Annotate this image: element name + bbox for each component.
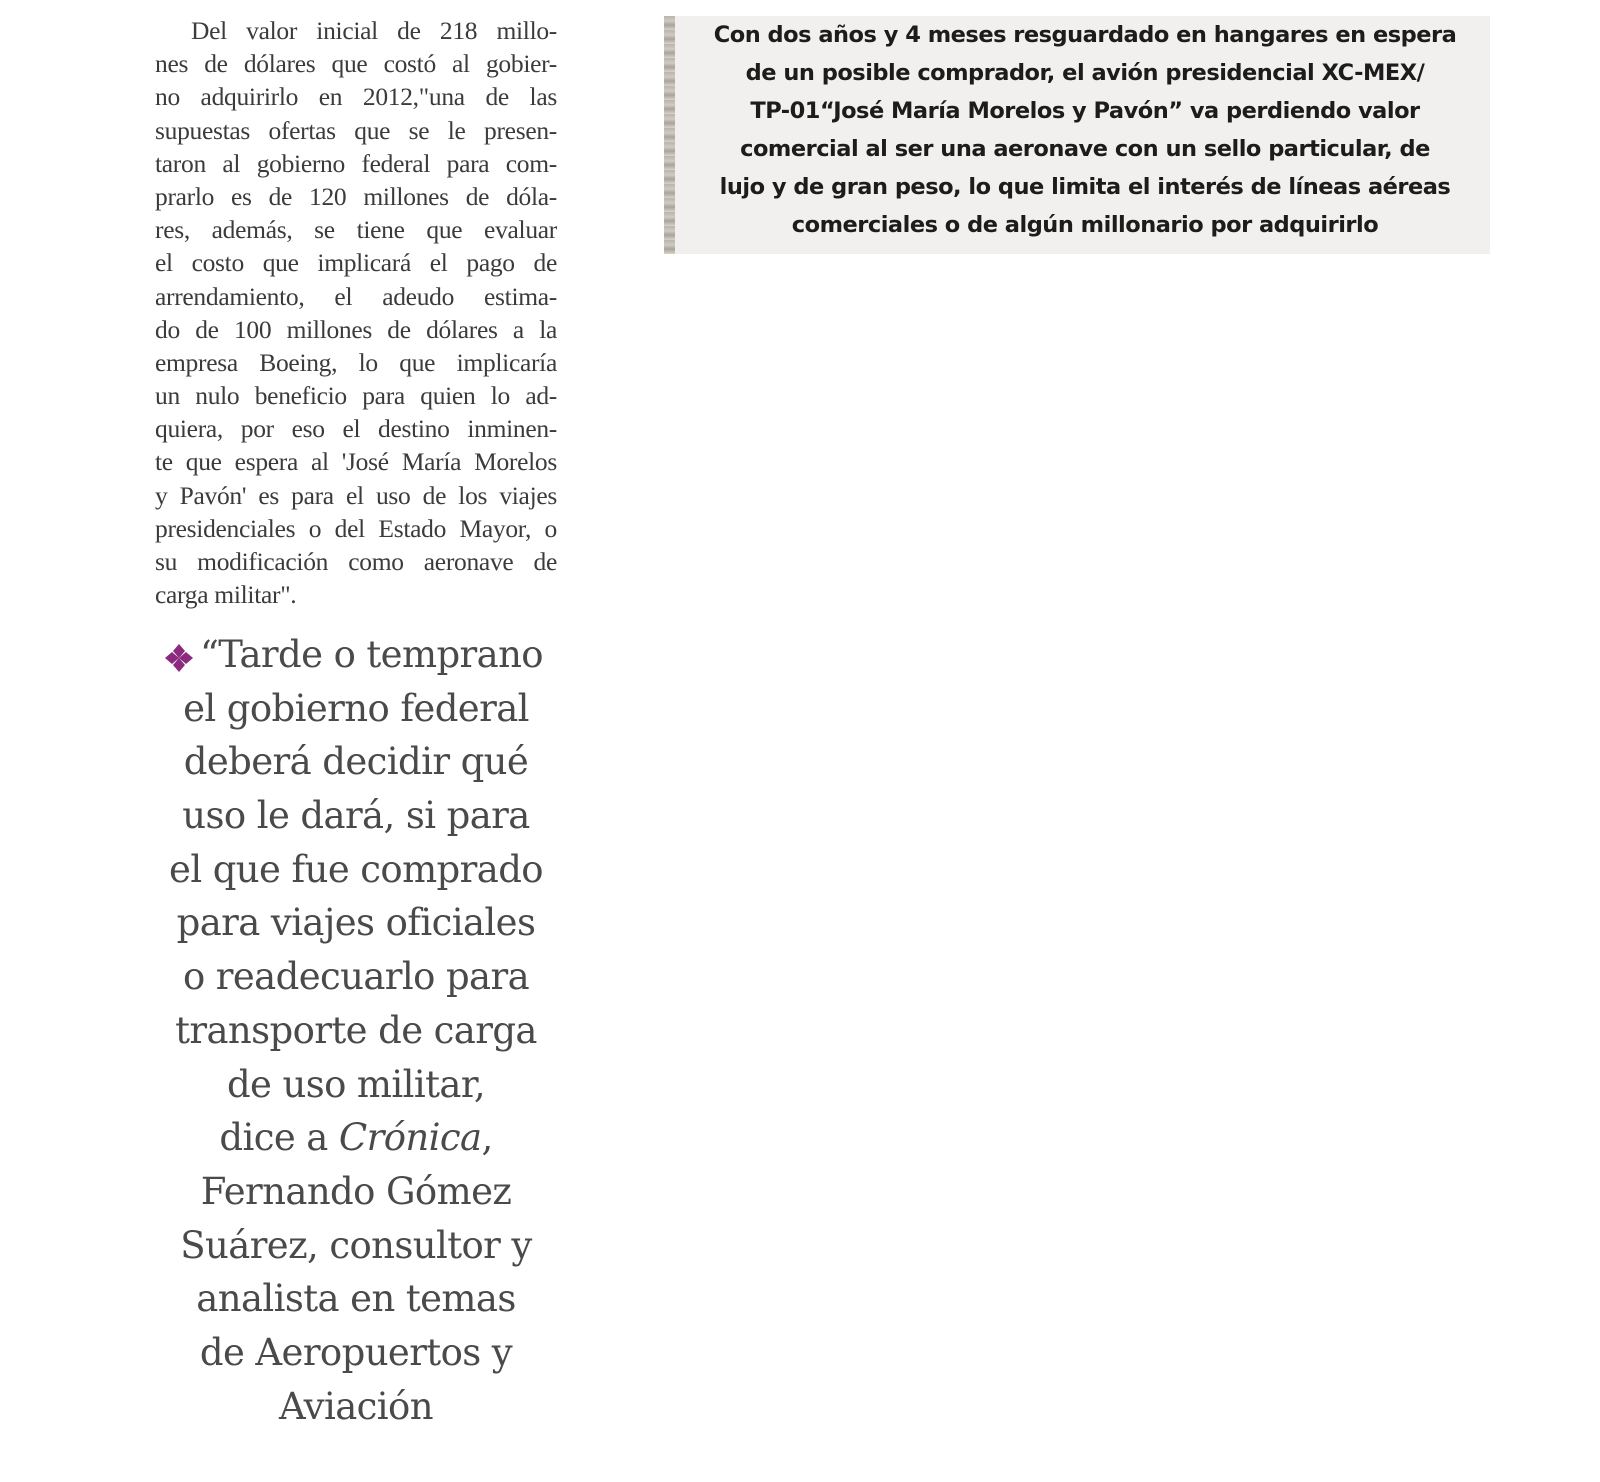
body-line: taron al gobierno federal para com- [155,148,557,178]
attribution-line: analista en temas [196,1277,516,1321]
body-line: y Pavón' es para el uso de los viajes [155,480,557,510]
attribution-suffix: , [481,1116,493,1160]
caption-line: lujo y de gran peso, lo que limita el interés de líneas aéreas [719,174,1451,200]
body-line: nes de dólares que costó al gobier- [155,49,557,79]
body-line: no adquirirlo en 2012,"una de las [155,82,557,112]
pull-quote [155,628,557,1433]
attribution-line: de Aeropuertos y [199,1330,513,1374]
quote-line: el gobierno federal [183,686,529,730]
quote-line: el que fue comprado [169,847,543,891]
body-line: te que espera al 'José María Morelos [155,447,557,477]
body-line: un nulo beneficio para quien lo ad- [155,381,557,411]
caption-line: comercial al ser una aeronave con un sello particular, de [740,136,1430,162]
photo-caption [664,16,1490,254]
quote-line: o readecuarlo para [182,955,530,999]
caption-line: comerciales o de algún millonario por adquirirlo [791,212,1379,238]
body-line: presidenciales o del Estado Mayor, o [155,513,557,543]
photo-edge-strip [664,16,675,254]
quote-line: de uso militar, [226,1062,486,1106]
attribution-line: Aviación [279,1384,433,1428]
body-line: quiera, por eso el destino inminen- [155,414,557,444]
quatrefoil-bullet-icon [163,642,195,674]
body-line: supuestas ofertas que se le presen- [155,115,557,145]
body-line: empresa Boeing, lo que implicaría [155,347,557,377]
body-line: res, además, se tiene que evaluar [155,215,557,245]
quote-attribution [155,1111,557,1165]
attribution-line: Fernando Gómez [200,1169,512,1213]
caption-text [680,16,1490,244]
quote-line: para viajes oficiales [176,901,536,945]
body-line: carga militar". [155,580,297,610]
body-line: do de 100 millones de dólares a la [155,314,557,344]
caption-line: de un posible comprador, el avión presidencial XC-MEX/ [745,60,1425,86]
body-line: Del valor inicial de 218 millo- [191,16,557,45]
quote-line: uso le dará, si para [182,794,530,838]
body-line: su modificación como aeronave de [155,547,557,576]
body-line: arrendamiento, el adeudo estima- [155,281,557,311]
attribution-outlet: Crónica [338,1116,482,1160]
body-line: el costo que implicará el pago de [155,248,557,278]
quote-line: transporte de carga [175,1008,537,1052]
attribution-prefix: dice a [219,1116,339,1160]
body-line: prarlo es de 120 millones de dóla- [155,181,557,211]
quote-line: “Tarde o temprano [199,633,543,676]
article-body [155,14,557,611]
caption-line: Con dos años y 4 meses resguardado en hangares en espera [713,22,1457,48]
attribution-line: Suárez, consultor y [180,1223,532,1267]
quote-line: deberá decidir qué [183,740,529,784]
caption-line: TP-01“José María Morelos y Pavón” va perdiendo valor [750,98,1420,124]
